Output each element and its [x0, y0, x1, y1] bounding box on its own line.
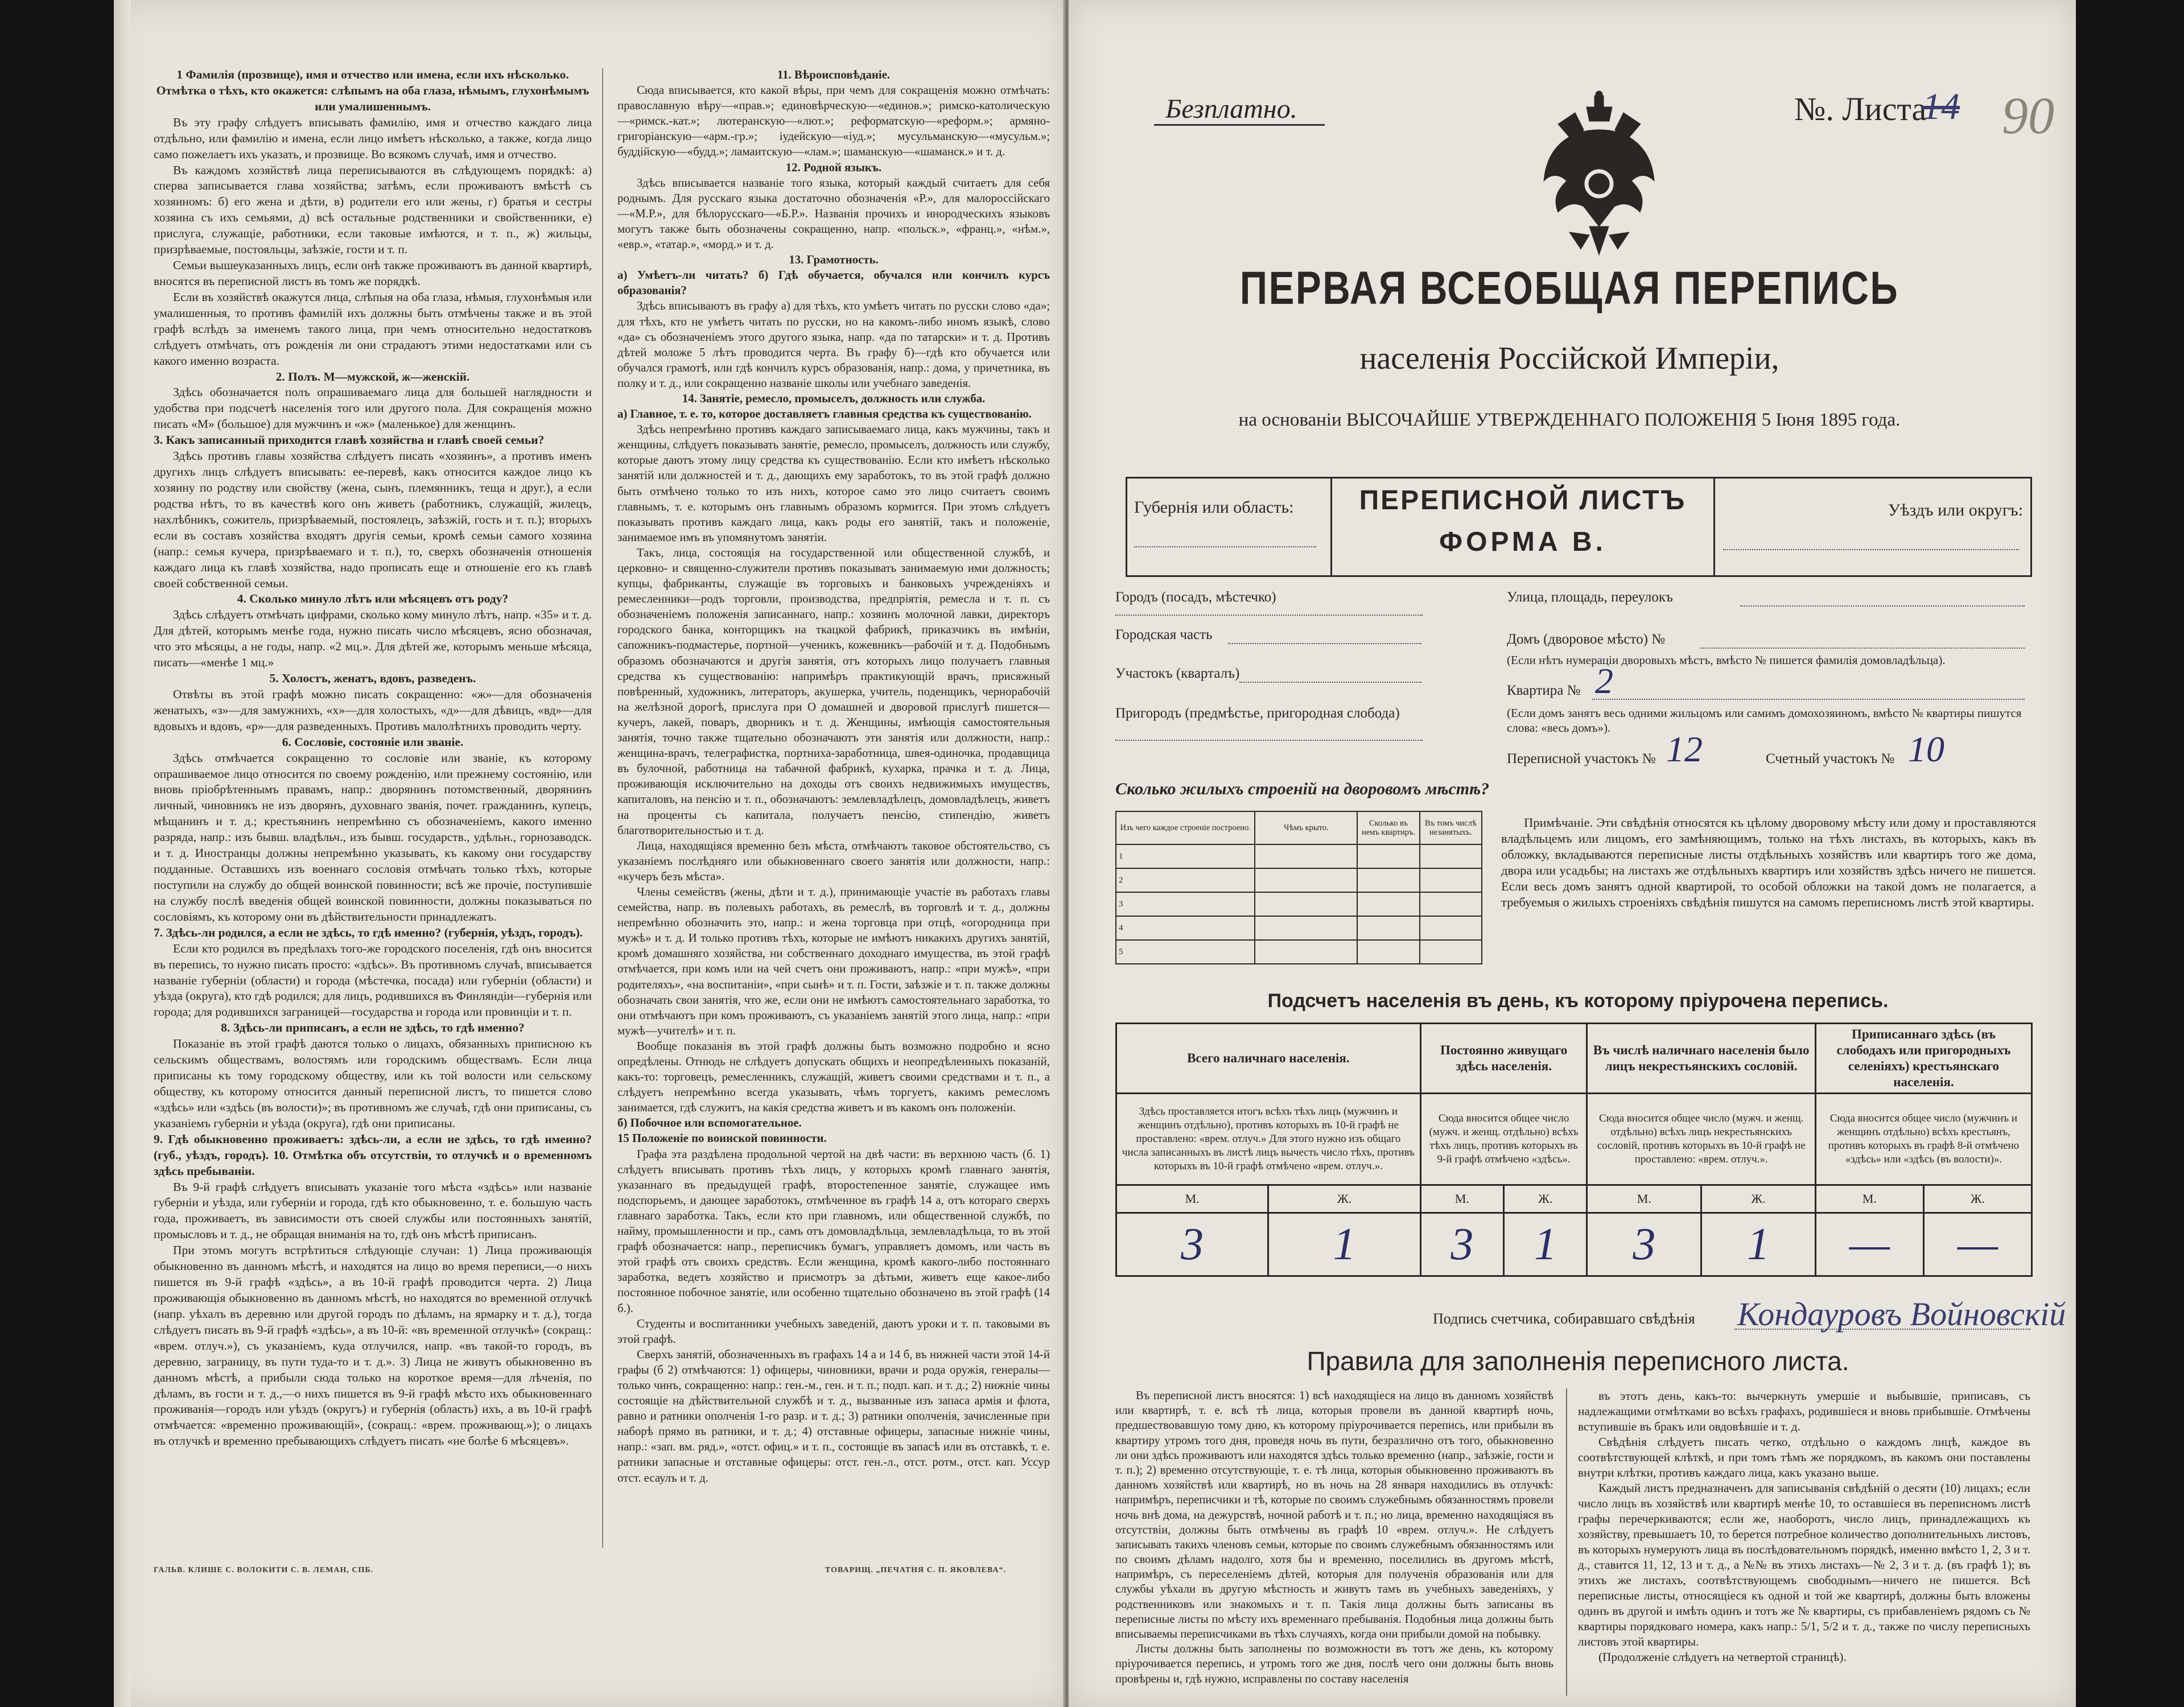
count-area-handwritten: 10 [1908, 729, 1944, 769]
left-page [114, 0, 1067, 1707]
instruction-paragraph: Въ каждомъ хозяйствѣ лица переписываются въ слѣдующемъ порядкѣ: а) сперва записывается глава хозяйства; затѣмъ, если проживаютъ вмѣстѣ съ хозяиномъ: б) его жена и дѣти, в) родители его или жены, г) братья и сестры хозяина съ ихъ семьями, д) всѣ остальные родственники и свойственники, е) прислуга, служащіе, работники, если таковые имѣются, и т. п., ж) жильцы, призрѣваемые, постояльцы, заѣзжіе, гости и т. п. [154, 163, 592, 257]
section-heading: 7. Здѣсь-ли родился, а если не здѣсь, то гдѣ именно? (губернія, уѣздъ, городъ). [154, 925, 583, 939]
count-header-peasant: Приписаннаго здѣсь (въ слободахъ или пригородныхъ селеніяхъ) крестьянскаго населенія. [1815, 1024, 2031, 1094]
instruction-paragraph: Здѣсь отмѣчается сокращенно то сословіе или званіе, къ которому опрашиваемое лицо относится по своему рожденію, или прежнему состоянію, или вновь пріобрѣтеннымъ правамъ, напр.: дворянинъ потомственный, дворянинъ личный, чиновникъ не изъ дворянъ, духовнаго званія, почет. гражданинъ, купецъ, мѣщанинъ и т. д.; крестьянинъ непремѣнно съ обозначеніемъ, какого именно разряда, напр.: изъ бывш. владѣльч., изъ бывш. государств., удѣльн., горнозаводск. и т. д. Иностранцы должны непремѣнно указывать, къ какому они государству подданные. Оставшихъ изъ военнаго сословія отмѣчать только тѣхъ, которые поступили на службу до общей воинской повинности; всѣ же прочіе, поступившіе на службу послѣ введенія общей воинской повинности, должны показываться по сословіямъ, къ которому они въ дѣйствительности принадлежатъ. [154, 751, 592, 923]
section-heading: 13. Грамотность. [789, 253, 879, 267]
section-heading: 14. Занятіе, ремесло, промыселъ, должность или служба. [682, 391, 986, 405]
printer-imprint-right: ТОВАРИЩ. „ПЕЧАТНЯ С. П. ЯКОВЛЕВА“. [825, 1566, 1007, 1574]
instruction-paragraph: Семьи вышеуказанныхъ лицъ, если онѣ также проживаютъ въ данной квартирѣ, вносятся въ переписной листъ въ томъ же порядкѣ. [154, 258, 592, 288]
count-description: Здѣсь проставляется итогъ всѣхъ тѣхъ лицъ (мужчинъ и женщинъ отдѣльно), противъ которыхъ въ 10-й графѣ не проставлено: «врем. отлуч.» Для этого нужно изъ общаго числа записанныхъ въ листѣ лицъ вычесть число тѣхъ, противъ которыхъ въ 10-й графѣ отмѣчено «врем. отлуч.». [1116, 1094, 1421, 1185]
instruction-paragraph: Здѣсь обозначается полъ опрашиваемаго лица для большей наглядности и удобства при подсчетѣ населенія того или другого пола. Для сокращенія можно писать «М» (большое) для мужчинъ и «ж» (маленькое) для женщинъ. [154, 385, 592, 431]
instruction-paragraph: Свѣдѣнія слѣдуетъ писать четко, отдѣльно о каждомъ лицѣ, каждое въ соотвѣтствующей клѣткѣ, и при томъ тѣмъ же порядкомъ, въ какомъ они поставлены внутри клѣтки, противъ каждаго лица, какъ указано выше. [1578, 1435, 2030, 1479]
count-value: 1 [1268, 1213, 1420, 1276]
section-heading: 2. Полъ. М—мужской, ж—женскій. [275, 369, 470, 384]
province-box [1126, 477, 1332, 577]
count-value: 1 [1504, 1213, 1587, 1276]
instruction-paragraph: Показаніе въ этой графѣ даются только о лицахъ, обязанныхъ приписною къ сельскимъ обществамъ, волостямъ или городскимъ обществамъ. Если лица приписаны къ тому городскому обществу, или къ той волости или сельскому обществу, къ которому относится данный переписной листъ, то пишется слово «здѣсь» или «здѣсь (въ волости)»; въ противномъ же случаѣ, гдѣ они приписаны, съ указаніемъ губерніи и уѣзда (округа), гдѣ они приписаны. [154, 1037, 592, 1130]
sex-header: Ж. [1701, 1185, 1816, 1213]
instruction-paragraph: Если кто родился въ предѣлахъ того-же городского поселенія, гдѣ онъ вносится въ перепись, то нужно писать просто: «здѣсь». Въ противномъ случаѣ, вписывается названіе губерніи (области) и города (мѣстечка, посада) или губерніи (области) и уѣзда (округа), кто гдѣ родился; для лицъ, родившихся въ Финляндіи—губернія или города; для родившихся заграницей—государства и города или провинціи и т. п. [154, 941, 592, 1019]
form-letter: ФОРМА В. [1439, 527, 1606, 557]
sex-header: Ж. [1923, 1185, 2031, 1213]
table-row [1116, 868, 1482, 892]
count-description: Сюда вносится общее число (мужч. и женщ. отдѣльно) всѣхъ тѣхъ лицъ, противъ которыхъ въ 9-й графѣ отмѣчено «здѣсь». [1420, 1094, 1587, 1185]
section-heading: а) Главное, т. е. то, которое доставляетъ главныя средства къ существованію. [617, 407, 1032, 421]
instruction-paragraph: Здѣсь непремѣнно противъ каждаго записываемаго лица, какъ мужчины, такъ и женщины, слѣдуетъ показывать занятіе, ремесло, промыселъ, должность или службу, которые даютъ этому лицу средства къ существованію. Если кто имѣетъ нѣсколько занятій или должностей и т. д., дающихъ ему заработокъ, то въ этой графѣ должно быть отмѣчено только то изъ нихъ, которое само это лицо считаетъ своимъ главнымъ, т. е. которымъ онъ главнымъ образомъ кормится. При этомъ слѣдуетъ показывать противъ каждаго лица, какъ роды его занятій, такъ и положеніе, занимаемое имъ въ упомянутомъ занятіи. [617, 423, 1050, 544]
city-label: Городъ (посадъ, мѣстечко) [1115, 589, 1276, 605]
district-label: Уѣздъ или округъ: [1888, 501, 2024, 519]
buildings-table [1115, 811, 1482, 964]
rules-column-right [1578, 1388, 2030, 1665]
double-headed-eagle-icon [1535, 90, 1663, 266]
rules-title: Правила для заполненія переписного листа. [1307, 1346, 1849, 1376]
page-edge-shadow [114, 0, 131, 1707]
count-description: Сюда вносится общее число (мужчинъ и женщинъ отдѣльно) всѣхъ крестьянъ, противъ которыхъ въ графѣ 8-й отмѣчено «здѣсь» или «здѣсь (въ волости)». [1815, 1094, 2031, 1185]
count-value: 1 [1701, 1213, 1816, 1276]
enumerator-signature-label: Подпись счетчика, собиравшаго свѣдѣнія [1433, 1310, 1695, 1327]
instruction-paragraph: Лица, находящіяся временно безъ мѣста, отмѣчаютъ таковое обстоятельство, съ указаніемъ послѣдняго или обыкновеннаго своего занятія или должности, напр.: «кучеръ безъ мѣста». [617, 839, 1050, 883]
suburb-label: Пригородъ (предмѣстье, пригородная слобода) [1115, 706, 1400, 721]
instructions-column-2 [617, 67, 1050, 1486]
signature-line [1734, 1329, 2030, 1330]
house-field-line [1700, 648, 2025, 649]
table-row [1116, 916, 1482, 940]
instruction-paragraph: Отвѣты въ этой графѣ можно писать сокращенно: «ж»—для обозначенія женатыхъ, «з»—для замужнихъ, «х»—для холостыхъ, «д»—для дѣвицъ, «вд»—для вдовыхъ и вдовъ, «р»—для разведенныхъ. Противъ малолѣтнихъ проводить черту. [154, 687, 592, 733]
section-heading: 1 Фамилія (прозвище), имя и отчество или имена, если ихъ нѣсколько. [176, 68, 569, 81]
buildings-header-apartments: Сколько въ немъ квартиръ. [1357, 811, 1419, 844]
buildings-question: Сколько жилыхъ строеній на дворовомъ мѣстѣ? [1115, 780, 1490, 798]
city-part-label: Городская часть [1115, 627, 1213, 642]
section-heading: 4. Сколько минуло лѣтъ или мѣсяцевъ отъ роду? [237, 592, 509, 606]
instruction-paragraph: Въ эту графу слѣдуетъ вписывать фамилію, имя и отчество каждаго лица отдѣльно, или фамилію и имена, если лицо имѣетъ нѣсколько, а также, когда лицо само пожелаетъ ихъ указать, и прозвище. Во всякомъ случаѣ, имя и отчество. [154, 115, 592, 161]
city-part-field-line [1228, 643, 1421, 644]
instruction-paragraph: Въ переписной листъ вносятся: 1) всѣ находящіеся на лицо въ данномъ хозяйствѣ или квартирѣ, т. е. всѣ тѣ лица, которыя провели въ данной квартирѣ ночь, предшествовавшую тому дню, къ которому пріурочивается перепись, или прибыли въ квартиру утромъ того дня, проведя ночь въ пути, безразлично отъ того, обыкновенно ли они здѣсь проживаютъ или находятся здѣсь только временно (напр., заѣзжіе, гости и т. п.); 2) временно отсутствующіе, т. е. тѣ лица, которыя обыкновенно проживаютъ въ данномъ хозяйствѣ или квартирѣ, но въ ночь на 28 января находились въ отлучкѣ: напримѣръ, переписчики и тѣ, которые по своимъ служебнымъ обязанностямъ провели ночь внѣ дома, на дежурствѣ, ночной работѣ и т. п.; но лица, временно находящіяся въ отсутствіи, должны быть отмѣчены въ графѣ 10 «врем. отлуч.». Не слѣдуетъ записывать такихъ членовъ семьи, которые по своимъ служебнымъ обязанностямъ или по своимъ дѣламъ надолго, хотя бы и временно, поселились въ другомъ мѣстѣ, напримѣръ, съ переселеніемъ дѣтей, которыя для полученія образованія или для службы уѣхали въ другую мѣстность и живутъ тамъ въ учебныхъ заведеніяхъ, у родственниковъ или знакомыхъ и т. п. Такія лица должны быть записаны въ переписные листы по мѣсту ихъ временнаго пребыванія. Подобныя лица должны быть вписываемы переписчиками въ тѣхъ случаяхъ, когда они прибыли домой на побывку. [1115, 1389, 1553, 1640]
sex-header: М. [1587, 1185, 1701, 1213]
section-heading: 9. Гдѣ обыкновенно проживаетъ: здѣсь-ли, а если не здѣсь, то гдѣ именно? (губ., уѣздъ, городъ). 10. Отмѣтка объ отсутствіи, то отлучкѣ и о временномъ здѣсь пребываніи. [154, 1132, 592, 1178]
section-heading: 5. Холостъ, женатъ, вдовъ, разведенъ. [269, 671, 476, 686]
population-count-title: Подсчетъ населенія въ день, къ которому пріурочена перепись. [1267, 990, 1889, 1012]
count-value: 3 [1587, 1213, 1701, 1276]
street-field-line [1740, 605, 2025, 607]
instructions-column-1 [154, 67, 592, 1449]
instruction-paragraph: Сюда вписывается, кто какой вѣры, при чемъ для сокращенія можно отмѣчать: православную вѣру—«прав.»; единовѣрческую—«единов.»; римско-католическую—«римск.-кат.»; лютеранскую—«лют.»; реформатскую—«реформ.»; армяно-григоріанскую—«арм.-гр.»; іудейскую—«іуд.»; мусульманскую—«мусульм.»; буддійскую—«будд.»; ламаитскую—«лам.»; шаманскую—«шаманск.» и т. д. [617, 84, 1050, 159]
sex-header: М. [1420, 1185, 1503, 1213]
section-heading: б) Побочное или вспомогательное. [617, 1116, 802, 1130]
free-label-underline [1154, 124, 1325, 126]
sheet-number-label: №. Листа [1794, 90, 1927, 127]
row-number: 5 [1116, 940, 1255, 964]
instruction-paragraph: Здѣсь слѣдуетъ отмѣчать цифрами, сколько кому минуло лѣтъ, напр. «35» и т. д. Для дѣтей, которымъ менѣе года, нужно писать число мѣсяцевъ, ясно обозначая, что это мѣсяцы, а не годы, напр. «2 мц.». Для дѣтей же, которымъ меньше мѣсяца, писать—«менѣе 1 мц.» [154, 608, 592, 670]
instruction-paragraph: Если въ хозяйствѣ окажутся лица, слѣпыя на оба глаза, нѣмыя, глухонѣмыя или умалишенныя, то противъ фамилій ихъ должны быть отмѣчены также и въ этой графѣ вслѣдъ за именемъ такого лица, при чемъ относительно недостатковъ слѣдуетъ отмѣчать, отъ рожденія ли они страдаютъ этими недостатками или съ какого именно возраста. [154, 290, 592, 368]
sex-header: М. [1116, 1185, 1268, 1213]
instruction-paragraph: Члены семействъ (жены, дѣти и т. д.), принимающіе участіе въ работахъ главы семейства, напр. въ полевыхъ работахъ, въ ремеслѣ, въ торговлѣ и т. д., должны непремѣнно обозначить это, напр.: и жена торговца при отцѣ, «огородница при мужѣ» и т. д. И только противъ тѣхъ, которые не имѣютъ никакихъ другихъ занятій, кромѣ домашняго хозяйства, ни собственнаго доходнаго имущества, въ этой графѣ отмѣчается, при комъ или на чей счетъ они проживаютъ, напр.: «при мужѣ», «при родителяхъ», «на воспитаніи», «при сынѣ» и т. п. Гости, заѣзжіе и т. п. также должны обозначать свои занятія, что же, если они не имѣютъ самостоятельнаго заработка, то они отмѣчаютъ при комъ проживаютъ, съ указаніемъ занятій этого лица, напр.: «при мужѣ—учителѣ» и т. п. [617, 885, 1050, 1037]
apartment-field-line [1592, 699, 2025, 700]
district-box [1712, 477, 2032, 577]
instruction-paragraph: Листы должны быть заполнены по возможности въ тотъ же день, къ которому пріурочивается перепись, и утромъ того же дня, послѣ чего они должны быть вновь провѣрены и, гдѣ нужно, исправлены по составу населенія [1115, 1643, 1553, 1685]
suburb-field-line [1115, 740, 1423, 741]
table-row [1116, 844, 1482, 868]
form-title: ПЕРЕПИСНОЙ ЛИСТЪ [1359, 485, 1687, 516]
instruction-paragraph: (Продолженіе слѣдуетъ на четвертой страницѣ). [1598, 1650, 1847, 1664]
buildings-header-material: Изъ чего каждое строеніе построено. [1116, 811, 1255, 844]
buildings-header-roof: Чѣмъ крыто. [1255, 811, 1357, 844]
city-field-line [1115, 615, 1423, 616]
section-heading: 3. Какъ записанный приходится главѣ хозяйства и главѣ своей семьи? [154, 433, 545, 447]
apartment-number-handwritten: 2 [1595, 661, 1613, 701]
sex-header: М. [1815, 1185, 1923, 1213]
district-field-line [1723, 549, 2019, 550]
free-label: Безплатно. [1165, 94, 1297, 124]
table-row [1116, 940, 1482, 964]
census-area-handwritten: 12 [1666, 729, 1703, 769]
count-value: 3 [1420, 1213, 1503, 1276]
instruction-paragraph: Здѣсь вписываютъ въ графу а) для тѣхъ, кто умѣетъ читать по русски слово «да»; для тѣхъ, кто не умѣетъ читать по русски, но на какомъ-либо иномъ языкѣ, слово «да» съ обозначеніемъ этого другого языка, напр. «да по татарски» и т. д. Противъ дѣтей моложе 5 лѣтъ проводится черта. Въ графу б)—гдѣ кто обучается или обучался грамотѣ, или гдѣ кончилъ курсъ образованія, напр.: дома, у причетника, въ полку и т. д., или сокращенно названіе школы или учебнаго заведенія. [617, 299, 1050, 390]
buildings-note: Примѣчаніе. Эти свѣдѣнія относятся къ цѣлому дворовому мѣсту или дому и проставляются владѣльцемъ или лицомъ, его замѣняющимъ, только на тѣхъ листахъ, въ которыхъ, какъ въ обложку, вкладываются переписные листы отдѣльныхъ хозяйствъ или квартиръ того же дома, двора или усадьбы; на листахъ же отдѣльныхъ квартиръ или хозяйствъ здѣсь ничего не пишется. Если весь домъ занятъ одной квартирой, то особой обложки на такой домъ не полагается, а требуемыя о жилыхъ строеніяхъ свѣдѣнія пишутся на самомъ переписномъ листѣ этой квартиры. [1501, 815, 2036, 909]
instruction-paragraph: Въ 9-й графѣ слѣдуетъ вписывать указаніе того мѣста «здѣсь» или названіе губерніи и уѣзда, или губерніи и города, гдѣ кто обыкновенно, т. е. большую часть года, проживаетъ, въ зависимости отъ своей службы или постоянныхъ занятій, промысловъ и т. д., не обращая вниманія на то, гдѣ онъ мѣстѣ приписанъ. [154, 1180, 592, 1242]
instruction-paragraph: въ этотъ день, какъ-то: вычеркнуть умершіе и выбывшіе, приписавъ, съ надлежащими отмѣтками во всѣхъ графахъ, родившіеся и вновь прибывшіе. Отмѣчены вступившіе въ бракъ или овдовѣвшіе и т. д. [1578, 1389, 2030, 1433]
rules-column-left [1115, 1388, 1553, 1687]
instruction-paragraph: Здѣсь вписывается названіе того языка, который каждый считаетъ для себя роднымъ. Для русскаго языка достаточно обозначенія «Р.», для малороссійскаго—«М.Р.», для бѣлорусскаго—«Б.Р.». Названія прочихъ и инородческихъ языковъ могутъ также быть обозначены сокращенно, напр. «польск.», «франц.», «нѣм.», «евр.», «татар.», «морд.» и т. д. [617, 176, 1050, 251]
instruction-paragraph: Вообще показанія въ этой графѣ должны быть возможно подробно и ясно опредѣлены. Отнюдь не слѣдуетъ допускать общихъ и неопредѣленныхъ показаній, какъ-то: торговецъ, ремесленникъ, служащій, живетъ своими средствами и т. п., а слѣдуетъ непремѣнно всегда указывать, чѣмъ торгуетъ, какимъ ремесломъ занимается, гдѣ служитъ, на какія средства живетъ и въ какомъ онъ положеніи. [617, 1039, 1050, 1115]
count-value: — [1815, 1213, 1923, 1276]
apartment-label: Квартира № [1507, 683, 1581, 698]
province-field-line [1134, 546, 1316, 547]
section-heading: 12. Родной языкъ. [785, 160, 882, 174]
row-number: 2 [1116, 868, 1255, 892]
section-heading: 8. Здѣсь-ли приписанъ, а если не здѣсь, то гдѣ именно? [221, 1021, 525, 1035]
instruction-paragraph: Каждый листъ предназначенъ для записыванія свѣдѣній о десяти (10) лицахъ; если число лицъ въ хозяйствѣ или квартирѣ менѣе 10, то оставшіеся въ переписномъ листѣ графы перечеркиваются; если же, наоборотъ, число лицъ, принадлежащихъ къ хозяйству, превышаетъ 10, то берется потребное количество дополнительныхъ листовъ, въ которыхъ нумеруютъ лица въ послѣдовательномъ порядкѣ, именно вмѣсто 1, 2, 3 и т. д., ставится 11, 12, 13 и т. д., а №№ въ этихъ листахъ—№ 2, 3 и т. д. (въ графѣ 1); въ этихъ же листахъ, соотвѣтствующемъ свободнымъ—ничего не пишется. Всѣ переписные листы, относящіеся къ одной и той же квартирѣ, должны быть вложены одинъ въ другой и имѣть одинъ и тотъ же № квартиры, съ прибавленіемъ рядомъ съ № квартиры порядковаго номера, какъ напр.: 5/1, 5/2 и т. д., также по числу переписныхъ листовъ этой квартиры. [1578, 1481, 2030, 1648]
census-area-label: Переписной участокъ № [1507, 751, 1656, 766]
row-number: 4 [1116, 916, 1255, 940]
sex-header: Ж. [1268, 1185, 1420, 1213]
instruction-paragraph: При этомъ могутъ встрѣтиться слѣдующіе случаи: 1) Лица проживающія обыкновенно въ данномъ мѣстѣ, и находятся на лицо во время переписи,—о нихъ пишется въ 9-й графѣ «здѣсь», а въ 10-й графѣ проводится черта. 2) Лица проживающія обыкновенно въ данномъ мѣстѣ, но находятся во временной отлучкѣ (напр. уѣхалъ въ деревню или другой городъ по дѣламъ, на ярмарку и т. д.), тогда слѣдуетъ писать въ 9-й графѣ «здѣсь», а въ 10-й: «въ временной отлучкѣ» (сокращ.: «врем. отлуч.»), съ указаніемъ, куда отлучился, напр. «въ такой-то городъ, въ деревню, заграницу, въ пути туда-то и т. д.». 3) Лица не живутъ обыкновенно въ данномъ мѣстѣ, а прибыли сюда только на короткое время—для лѣченія, по дѣламъ, въ гости и т. д.,—о нихъ пишется въ 9-й графѣ мѣсто ихъ обыкновеннаго проживанія—городъ или уѣздъ (округъ) и губернія (область) ихъ, а въ 10-й графѣ отмѣчается: «временно проживающій», (сокращ.: «врем. проживающ.»); о лицахъ въ отлучкѣ и временно пребывающихъ слѣдуетъ писать «не болѣе 6 мѣсяцевъ». [154, 1243, 592, 1448]
count-value: — [1923, 1213, 2031, 1276]
count-value: 3 [1116, 1213, 1268, 1276]
sex-header: Ж. [1504, 1185, 1587, 1213]
table-row [1116, 892, 1482, 916]
instruction-paragraph: Студенты и воспитанники учебныхъ заведеній, даютъ уроки и т. п. таковыми въ этой графѣ. [617, 1317, 1050, 1346]
house-label: Домъ (дворовое мѣсто) № [1507, 632, 1666, 647]
apartment-note: (Если домъ занятъ весь одними жильцомъ или самимъ домохозяиномъ, вмѣсто № квартиры пишутся слова: «весь домъ»). [1507, 706, 2022, 735]
instruction-paragraph: Сверхъ занятій, обозначенныхъ въ графахъ 14 а и 14 б, въ нижней части этой 14-й графы (б 2) отмѣчаются: 1) офицеры, чиновники, врачи и рода оружія, генералы—только чинъ, сокращенно: напр.: ген.-м., ген. и т. п.; подп. кап. и т. д.; 2) нижніе чины состоящіе на дѣйствительной службѣ и т. д., вызванные изъ запаса армія и флота, равно и ратники ополченія 1-го разр. и т. д.; 3) ратники ополченія, зачисленные при наборѣ прямо въ ратники, и т. д.; 4) отставные офицеры, запасные нижніе чины, напр.: «зап. вм. ряд.», «отст. офиц.» и т. п., состоящіе въ запасѣ или въ отставкѣ, т. е. ратники запасные и отставные офицеры: отст. ген.-л., отст. ротм., отст. кап. Уссур отст. есаулъ и т. д. [617, 1347, 1050, 1485]
precinct-field-line [1239, 682, 1421, 683]
precinct-label: Участокъ (кварталъ) [1115, 666, 1240, 681]
buildings-header-vacant: Въ томъ числѣ незанятыхъ. [1420, 811, 1482, 844]
count-description: Сюда вносится общее число (мужч. и женщ. отдѣльно) всѣхъ лицъ некрестьянскихъ сословій, противъ которыхъ въ 10-й графѣ не проставлено: «врем. отлуч.». [1587, 1094, 1815, 1185]
street-label: Улица, площадь, переулокъ [1507, 589, 1673, 605]
province-label: Губернія или область: [1134, 498, 1294, 517]
section-heading: 6. Сословіе, состояніе или званіе. [282, 735, 464, 749]
house-note: (Если нѣтъ нумераціи дворовыхъ мѣстъ, вмѣсто № пишется фамилія домовладѣльца). [1507, 653, 1946, 667]
enumerator-signature: Кондауровъ Войновскій [1737, 1296, 2066, 1333]
subtitle: населенія Россійской Имперіи, [1359, 341, 1779, 376]
section-heading: Отмѣтка о тѣхъ, кто окажется: слѣпымъ на оба глаза, нѣмымъ, глухонѣмымъ или умалишеннымъ. [156, 83, 590, 113]
instruction-paragraph: Графа эта раздѣлена продольной чертой на двѣ части: въ верхнюю часть (б. 1) слѣдуетъ вписывать противъ тѣхъ лицъ, у которыхъ кромѣ главнаго занятія, указаннаго въ предыдущей графѣ, второстепенное занятіе, служащее имъ подспорьемъ, и дающее заработокъ, отмѣченное въ графѣ 14 а, отъ котораго сверхъ главнаго заработка. Такъ, если кто при главномъ, или общественной службѣ, по найму, промышленности и пр., самъ отъ домовладѣльца, землевладѣльца, то въ этой графѣ обозначается: напр., переписчикъ бумагъ, управляетъ домомъ, или часть въ этой графѣ отъ своихъ средствъ. Если женщина, кромѣ какого-либо постояннаго заработка, ведетъ хозяйство и присмотръ за дѣтьми, живетъ еще какое-либо постоянное побочное занятіе, или особенно тщательно обозначено въ этой графѣ (14 б.). [617, 1147, 1050, 1315]
column-divider [602, 68, 603, 1548]
section-heading: 15 Положеніе по воинской повинности. [617, 1132, 827, 1145]
row-number: 3 [1116, 892, 1255, 916]
pencil-page-number: 90 [2002, 86, 2054, 145]
instruction-paragraph: Здѣсь противъ главы хозяйства слѣдуетъ писать «хозяинъ», а противъ именъ другихъ лицъ слѣдуетъ вписывать: ее-перевѣ, какъ относится каждое лицо къ хозяину по родству или свойству (жена, сынъ, племянникъ, теща и друг.), а если родства нѣтъ, то въ качествѣ кого онъ живетъ (работникъ, служащій, жилецъ, нахлѣбникъ, сожитель, призрѣваемый, постоялецъ, заѣзжій, гость и т. п.); вторыхъ если въ составъ хозяйства входятъ другія семьи, кромѣ семьи самого хозяина (напр.: семья кучера, призрѣваемаго и т. п.), то, сверхъ обозначенія отношенія каждаго лица къ главѣ хозяйства, надо прописать еще и отношеніе его къ главѣ своей собственной семьи. [154, 449, 592, 590]
count-area-label: Счетный участокъ № [1766, 751, 1895, 766]
population-count-table [1115, 1022, 2033, 1277]
legal-basis-line: на основаніи ВЫСОЧАЙШЕ УТВЕРЖДЕННАГО ПОЛОЖЕНІЯ 5 Іюня 1895 года. [1238, 410, 1901, 430]
sheet-number-handwritten: 14 [1922, 86, 1960, 127]
row-number: 1 [1116, 844, 1255, 868]
count-header-permanent: Постоянно живущаго здѣсь населенія. [1420, 1024, 1587, 1094]
right-page [1069, 0, 2076, 1707]
count-header-non-peasant: Въ числѣ наличнаго населенія было лицъ некрестьянскихъ сословій. [1587, 1024, 1815, 1094]
rules-column-divider [1566, 1388, 1567, 1696]
main-title: ПЕРВАЯ ВСЕОБЩАЯ ПЕРЕПИСЬ [1239, 262, 1899, 314]
section-heading: а) Умѣетъ-ли читать? б) Гдѣ обучается, обучался или кончилъ курсъ образованія? [617, 269, 1050, 298]
section-heading: 11. Вѣроисповѣданіе. [777, 68, 891, 81]
instruction-paragraph: Такъ, лица, состоящія на государственной или общественной службѣ, и церковно- и священно-служители противъ показывать занимаемую ими должность; купцы, фабриканты, служащіе въ торговыхъ и банковыхъ учрежденіяхъ и ремесленники—родъ торговли, производства, предпріятія, ремесла и т. п. съ обозначеніемъ положенія записаннаго, напр.: хозяинъ молочной лавки, директоръ городского банка, конторщикъ на ткацкой фабрикѣ, приказчикъ въ имѣніи, сапожникъ-подмастерье, портной—ученикъ, кожевникъ—рабочій и т. д. Подобнымъ образомъ обозначаются и другія занятія, отъ которыхъ лицо получаетъ главныя средства къ существованію: напримѣръ практикующій врачъ, присяжный повѣренный, художникъ, литераторъ, акушерка, учитель, поденщикъ, чернорабочій на желѣзной дорогѣ, прислуга при О домашней и дворовой прислугѣ пишется—кучеръ, лакей, поваръ, дворникъ и т. д. Женщины, имѣющія самостоятельныя занятія, точно также тщательно обозначаютъ эти занятія или должности, напр.: женщина-врачъ, телеграфистка, портниха-заработница, швея-одиночка, продавщица въ булочной, работница на табачной фабрикѣ, кухарка, прачка и т. д. Лица, проживающія исключительно на доходы отъ своихъ недвижимыхъ имуществъ, капиталовъ, на пенсію и т. п., обозначаютъ: землевладѣлецъ, домовладѣлецъ, живетъ на проценты съ капитала, получаетъ пенсію, стипендію, живетъ благотворительностью и т. д. [617, 546, 1050, 837]
count-header-present: Всего наличнаго населенія. [1116, 1024, 1421, 1094]
printer-imprint-left: ГАЛЬВ. КЛИШЕ С. ВОЛОКИТИ С. В. ЛЕМАН, СПБ. [154, 1566, 374, 1574]
